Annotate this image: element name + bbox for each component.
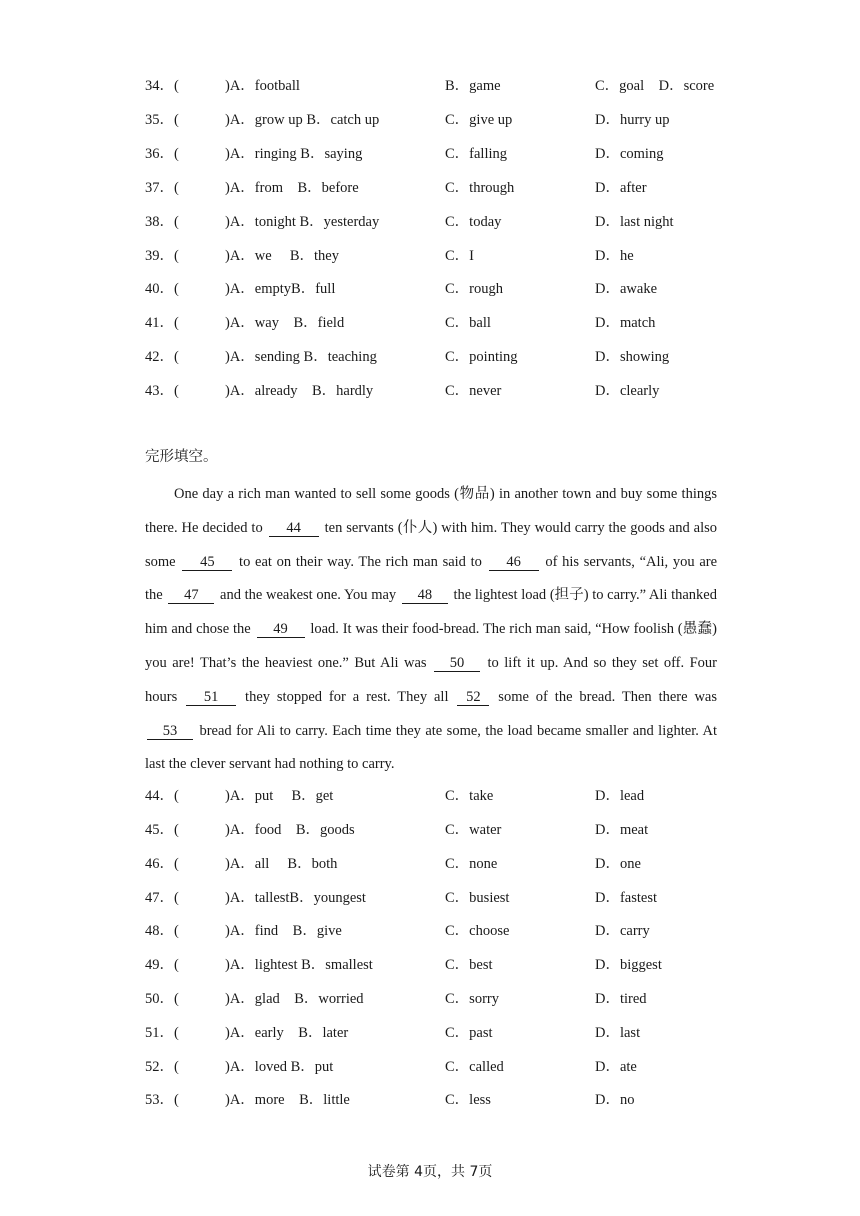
question-number: 44．( [145, 788, 179, 804]
passage-text: the lightest load (担子) to carry.” Ali thanked him and chose the [145, 587, 717, 638]
option-c: C．through [445, 180, 515, 196]
option-a-b: )A．from B．before [225, 180, 359, 196]
question-39 [145, 244, 725, 264]
question-number: 46．( [145, 856, 179, 872]
option-a-b: )A．already B．hardly [225, 383, 374, 399]
option-a-b: )A．tonight B．yesterday [225, 214, 380, 230]
question-number: 52．( [145, 1059, 179, 1075]
section-title: 完形填空。 [145, 449, 218, 465]
option-d: D．last night [595, 214, 674, 230]
passage-text: load. It was their food-bread. The rich man said, “How foolish (愚蠢) you are! That’s the heaviest one.” But Ali was [145, 621, 718, 671]
passage-text: bread for Ali to carry. Each time they ate some, the load became smaller and lighter. At last the clever servant had nothing to carry. [145, 722, 717, 773]
question-number: 35．( [145, 112, 179, 128]
option-d: D．carry [595, 923, 650, 939]
option-c: C．ball [445, 315, 491, 331]
question-35 [145, 108, 725, 128]
option-c: C．sorry [445, 991, 499, 1007]
option-a-b: )A．sending B．teaching [225, 349, 377, 365]
question-number: 34．( [145, 78, 179, 94]
question-number: 45．( [145, 822, 179, 838]
question-51 [145, 1021, 725, 1041]
option-a-b: )A．we B．they [225, 248, 339, 264]
question-34 [145, 74, 725, 94]
question-number: 48．( [145, 923, 179, 939]
question-41 [145, 311, 725, 331]
question-42 [145, 345, 725, 365]
blank-46: 46 [489, 554, 539, 571]
option-a-b: )A．food B．goods [225, 822, 355, 838]
option-c: C．I [445, 248, 474, 264]
question-number: 39．( [145, 248, 179, 264]
question-45 [145, 818, 725, 838]
passage-text: ten servants (仆人) with him. They would carry the goods and also some [145, 519, 718, 570]
option-d: D．awake [595, 281, 658, 297]
blank-51: 51 [186, 689, 236, 706]
option-c: C．falling [445, 146, 508, 162]
blank-53: 53 [147, 723, 193, 740]
option-c: C．choose [445, 923, 510, 939]
option-c: C．pointing [445, 349, 518, 365]
option-d: D．coming [595, 146, 664, 162]
question-44 [145, 784, 725, 804]
passage-text: and the weakest one. You may [220, 587, 397, 604]
page-footer: 试卷第 4页，共 7页 [367, 1164, 493, 1180]
question-number: 41．( [145, 315, 179, 331]
option-c: C．rough [445, 281, 503, 297]
passage-text: they stopped for a rest. They all [245, 688, 449, 705]
cloze-passage [145, 478, 717, 782]
question-36 [145, 142, 725, 162]
question-number: 36．( [145, 146, 179, 162]
blank-44: 44 [269, 520, 319, 537]
question-43 [145, 379, 725, 399]
option-d: D．showing [595, 349, 670, 365]
option-d: D．hurry up [595, 112, 670, 128]
passage-text: One day a rich man wanted to sell some goods (物品) in another town and buy some things there. He decided to [145, 486, 717, 536]
blank-49: 49 [257, 621, 305, 638]
question-number: 49．( [145, 957, 179, 973]
option-c: C．take [445, 788, 494, 804]
option-a-b: )A．emptyB．full [225, 281, 336, 297]
blank-50: 50 [434, 655, 480, 672]
option-b: B．game [445, 78, 501, 94]
option-d: D．he [595, 248, 634, 264]
blank-52: 52 [457, 689, 489, 706]
option-a-b: )A．glad B．worried [225, 991, 364, 1007]
option-a-b: )A．all B．both [225, 856, 338, 872]
option-a-b: )A．put B．get [225, 788, 334, 804]
question-number: 42．( [145, 349, 179, 365]
option-d: D．lead [595, 788, 645, 804]
passage-text: of his servants, “Ali, you are the [145, 553, 718, 604]
option-d: D．tired [595, 991, 647, 1007]
option-a-b: )A．tallestB．youngest [225, 890, 366, 906]
option-d: D．meat [595, 822, 649, 838]
option-d: D．one [595, 856, 641, 872]
question-number: 53．( [145, 1092, 179, 1108]
option-d: D．clearly [595, 383, 660, 399]
option-a-b: )A．ringing B．saying [225, 146, 363, 162]
question-number: 37．( [145, 180, 179, 196]
option-a-b: )A．grow up B．catch up [225, 112, 380, 128]
option-c: C．less [445, 1092, 491, 1108]
option-a-b: )A．find B．give [225, 923, 342, 939]
option-d: D．ate [595, 1059, 637, 1075]
option-c: C．best [445, 957, 493, 973]
question-49 [145, 953, 725, 973]
question-46 [145, 852, 725, 872]
blank-45: 45 [182, 554, 232, 571]
blank-48: 48 [402, 587, 448, 604]
question-52 [145, 1055, 725, 1075]
option-c: C．water [445, 822, 502, 838]
option-d: D．biggest [595, 957, 662, 973]
option-d: D．fastest [595, 890, 658, 906]
option-d: D．after [595, 180, 647, 196]
option-c: C．past [445, 1025, 493, 1041]
question-number: 50．( [145, 991, 179, 1007]
passage-text: some of the bread. Then there was [498, 688, 718, 705]
question-50 [145, 987, 725, 1007]
question-48 [145, 919, 725, 939]
option-a-b: )A．way B．field [225, 315, 345, 331]
option-a-b: )A．loved B．put [225, 1059, 334, 1075]
question-number: 47．( [145, 890, 179, 906]
option-c-d: C．goal D．score [595, 78, 715, 94]
option-d: D．match [595, 315, 656, 331]
question-number: 40．( [145, 281, 179, 297]
passage-text: to lift it up. And so they set off. Four hours [145, 654, 717, 705]
passage-text: to eat on their way. The rich man said to [239, 553, 482, 570]
question-53 [145, 1088, 725, 1108]
option-a-b: )A．football [225, 78, 300, 94]
option-d: D．no [595, 1092, 635, 1108]
question-number: 51．( [145, 1025, 179, 1041]
question-40 [145, 277, 725, 297]
option-c: C．busiest [445, 890, 510, 906]
option-c: C．never [445, 383, 502, 399]
option-c: C．called [445, 1059, 504, 1075]
question-47 [145, 886, 725, 906]
question-38 [145, 210, 725, 230]
option-a-b: )A．lightest B．smallest [225, 957, 373, 973]
blank-47: 47 [168, 587, 214, 604]
option-c: C．today [445, 214, 502, 230]
question-37 [145, 176, 725, 196]
option-a-b: )A．more B．little [225, 1092, 350, 1108]
option-c: C．give up [445, 112, 513, 128]
question-number: 38．( [145, 214, 179, 230]
option-a-b: )A．early B．later [225, 1025, 349, 1041]
question-number: 43．( [145, 383, 179, 399]
option-d: D．last [595, 1025, 641, 1041]
option-c: C．none [445, 856, 498, 872]
